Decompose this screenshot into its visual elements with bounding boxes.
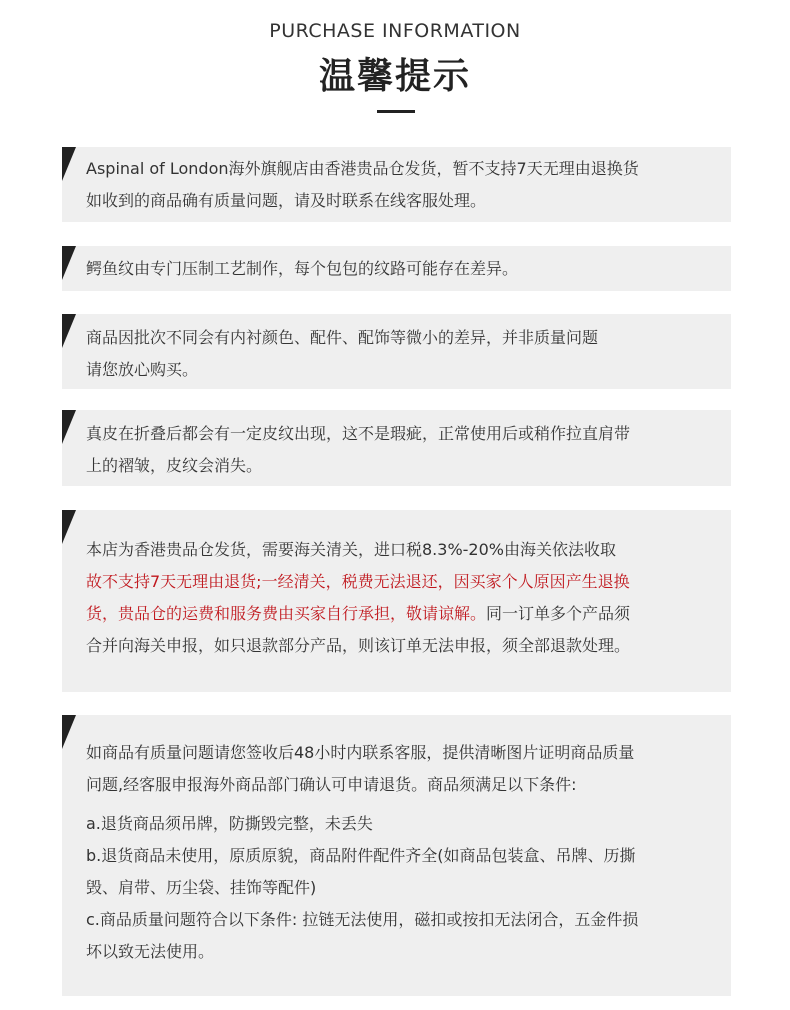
notice-box-pattern [62,246,731,291]
condition-item: a.退货商品须吊牌，防撕毁完整，未丢失 [86,814,373,833]
corner-triangle-icon [62,246,76,280]
header-subtitle: PURCHASE INFORMATION [269,20,521,42]
title-divider [377,110,415,113]
notice-line: Aspinal of London海外旗舰店由香港贵品仓发货，暂不支持7天无理由退换货 [86,159,639,178]
notice-line: 商品因批次不同会有内衬颜色、配件、配饰等微小的差异，并非质量问题 [86,328,599,347]
normal-text: 同一订单多个产品须 [486,604,631,623]
condition-item: b.退货商品未使用，原质原貌，商品附件配件齐全(如商品包装盒、吊牌、历撕 [86,846,636,865]
notice-line: 请您放心购买。 [86,360,199,379]
notice-box-customs [62,510,731,692]
notice-box-leather [62,410,731,486]
notice-line-warning: 故不支持7天无理由退货;一经清关，税费无法退还，因买家个人原因产生退换 [86,572,630,591]
notice-line: 上的褶皱，皮纹会消失。 [86,456,263,475]
notice-line: 真皮在折叠后都会有一定皮纹出现，这不是瑕疵，正常使用后或稍作拉直肩带 [86,424,631,443]
condition-item: c.商品质量问题符合以下条件: 拉链无法使用，磁扣或按扣无法闭合，五金件损 [86,910,639,929]
corner-triangle-icon [62,510,76,544]
page-title: 温馨提示 [318,56,471,97]
corner-triangle-icon [62,410,76,444]
notice-line: 如商品有质量问题请您签收后48小时内联系客服，提供清晰图片证明商品质量 [86,743,635,762]
notice-line: 本店为香港贵品仓发货，需要海关清关，进口税8.3%-20%由海关依法收取 [86,540,616,559]
warning-text: 货，贵品仓的运费和服务费由买家自行承担，敬请谅解。 [86,604,487,623]
notice-box-shipping [62,147,731,222]
notice-line-mixed [86,598,713,630]
corner-triangle-icon [62,314,76,348]
corner-triangle-icon [62,715,76,749]
notice-line: 鳄鱼纹由专门压制工艺制作，每个包包的纹路可能存在差异。 [86,259,519,278]
notice-line: 如收到的商品确有质量问题，请及时联系在线客服处理。 [86,191,487,210]
notice-box-returns [62,715,731,996]
condition-item: 毁、肩带、历尘袋、挂饰等配件) [86,878,317,897]
corner-triangle-icon [62,147,76,181]
notice-box-batch [62,314,731,389]
notice-line: 问题,经客服申报海外商品部门确认可申请退货。商品须满足以下条件: [86,775,577,794]
notice-line: 合并向海关申报，如只退款部分产品，则该订单无法申报，须全部退款处理。 [86,636,631,655]
condition-item: 坏以致无法使用。 [86,942,215,961]
